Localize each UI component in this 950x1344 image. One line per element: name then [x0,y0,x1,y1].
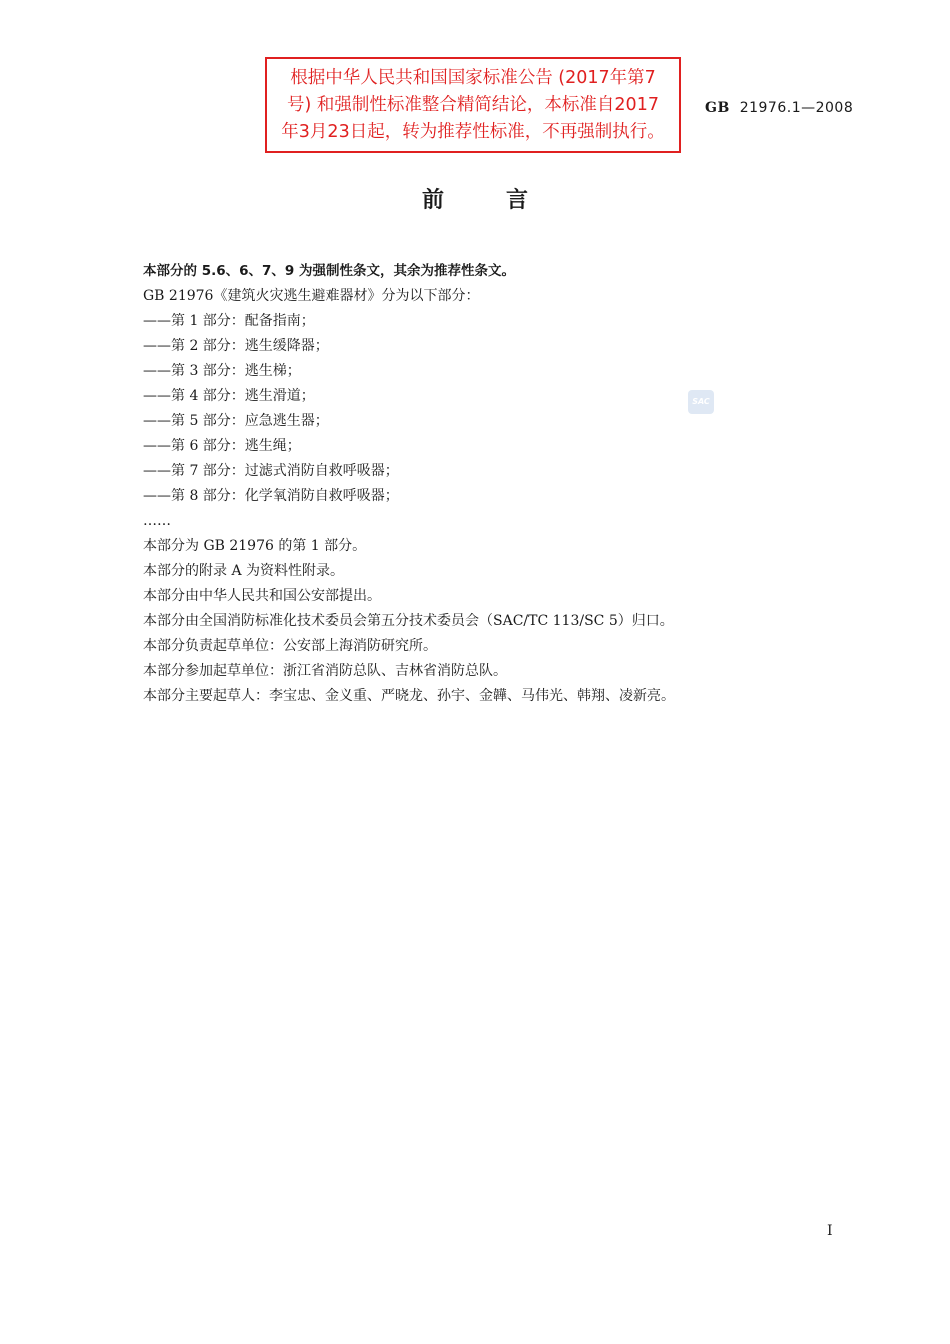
abolition-notice-box [265,57,681,153]
paragraph: 本部分负责起草单位：公安部上海消防研究所。 [143,638,437,654]
paragraph: 本部分参加起草单位：浙江省消防总队、吉林省消防总队。 [143,663,507,679]
standard-code: 21976.1—2008 [739,100,854,116]
paragraph: 本部分的附录 A 为资料性附录。 [143,563,345,579]
standard-prefix: GB [705,100,730,116]
series-intro: GB 21976《建筑火灾逃生避难器材》分为以下部分： [143,288,480,304]
paragraph: 本部分主要起草人：李宝忠、金义重、严晓龙、孙宇、金韡、马伟光、韩翔、凌新亮。 [143,688,675,704]
part-list-item: ——第 6 部分：逃生绳； [143,438,301,454]
paragraph: 本部分由中华人民共和国公安部提出。 [143,588,381,604]
notice-line-3: 年3月23日起，转为推荐性标准，不再强制执行。 [281,122,665,142]
standard-number [705,100,853,116]
part-list-item: ——第 1 部分：配备指南； [143,313,315,329]
notice-line-1: 根据中华人民共和国国家标准公告 (2017年第7 [290,68,656,88]
foreword-body [143,259,843,709]
sac-watermark-logo: SAC [688,390,714,414]
part-list-item: ——第 3 部分：逃生梯； [143,363,301,379]
part-list-item: ——第 4 部分：逃生滑道； [143,388,315,404]
mandatory-clause-statement: 本部分的 5.6、6、7、9 为强制性条文，其余为推荐性条文。 [143,263,515,279]
page-title: 前言 [421,188,590,213]
page-number: I [827,1223,833,1239]
part-list-item: ——第 5 部分：应急逃生器； [143,413,329,429]
notice-line-2: 号) 和强制性标准整合精简结论，本标准自2017 [287,95,659,115]
part-list-item: ——第 2 部分：逃生缓降器； [143,338,329,354]
paragraph: 本部分为 GB 21976 的第 1 部分。 [143,538,367,554]
ellipsis: …… [143,513,171,529]
paragraph: 本部分由全国消防标准化技术委员会第五分技术委员会（SAC/TC 113/SC 5）归口。 [143,613,674,629]
part-list-item: ——第 8 部分：化学氧消防自救呼吸器； [143,488,399,504]
part-list-item: ——第 7 部分：过滤式消防自救呼吸器； [143,463,399,479]
